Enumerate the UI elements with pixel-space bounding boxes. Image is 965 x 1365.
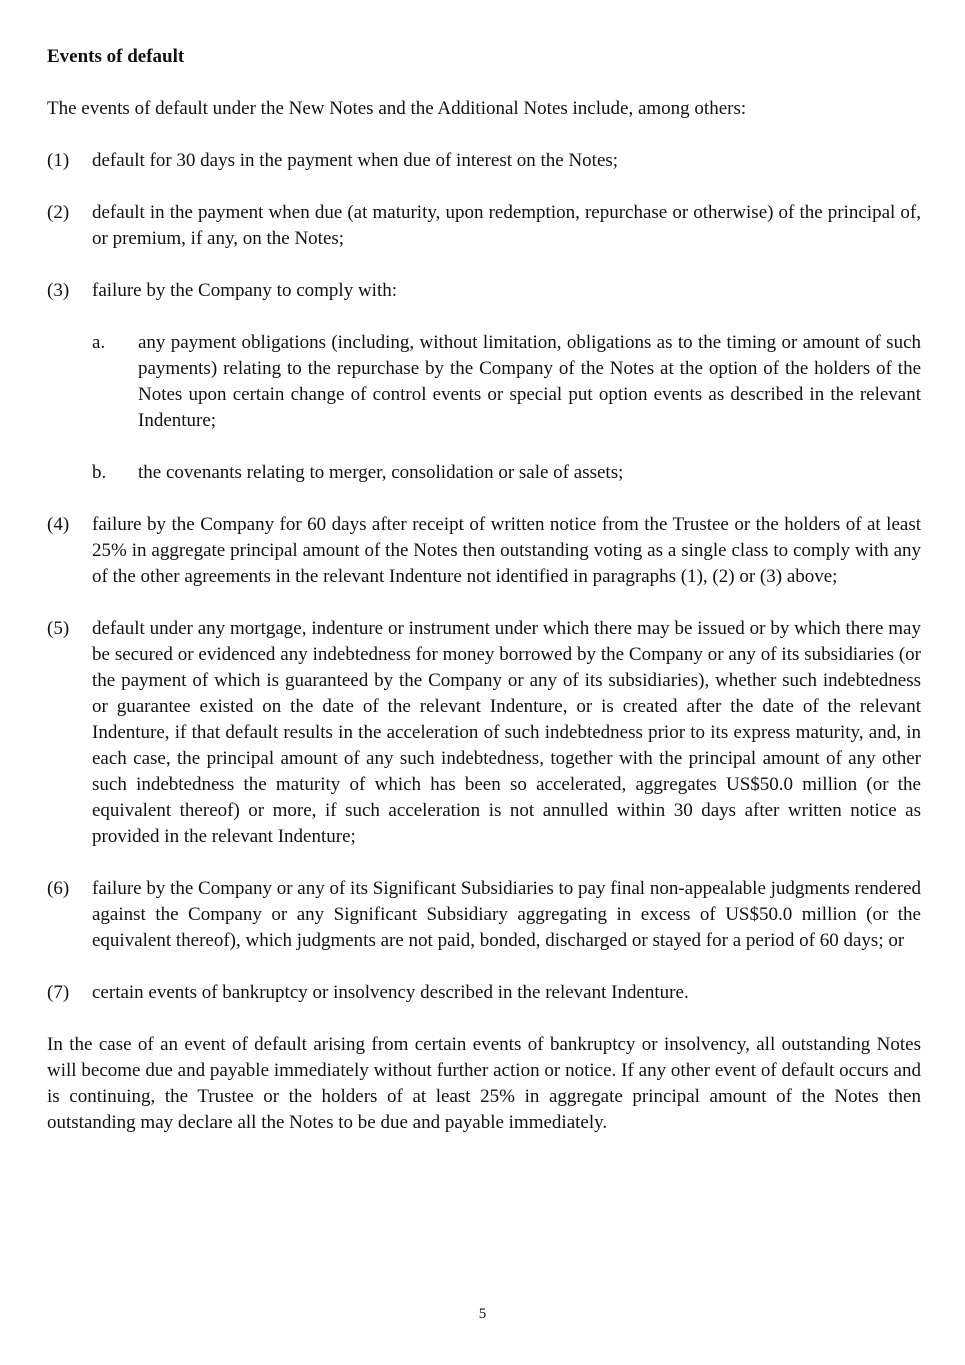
list-item-number: (3) xyxy=(47,280,70,301)
list-item-5 xyxy=(47,616,921,850)
list-item-number: (5) xyxy=(47,618,70,639)
sub-item-text: any payment obligations (including, without limitation, obligations as to the timing or amount of such payments) relating to the repurchase by the Company of the Notes at the option of the holders of the Notes upon certain change of control events or special put option events as described in the relevant Indenture; xyxy=(138,332,921,431)
list-item-number: (4) xyxy=(47,514,70,535)
section-heading: Events of default xyxy=(47,46,185,67)
closing-paragraph: In the case of an event of default arising from certain events of bankruptcy or insolvency, all outstanding Notes will become due and payable immediately without further action or notice. If any other event of default occurs and is continuing, the Trustee or the holders of at least 25% in aggregate principal amount of the Notes then outstanding may declare all the Notes to be due and payable immediately. xyxy=(47,1034,921,1133)
sub-item-b xyxy=(92,460,921,486)
page-number: 5 xyxy=(478,1306,487,1322)
document-page xyxy=(47,44,921,1136)
list-item-7 xyxy=(47,980,921,1006)
sub-item-a xyxy=(92,330,921,434)
list-item-4 xyxy=(47,512,921,590)
sub-item-letter: a. xyxy=(92,332,106,353)
list-item-number: (1) xyxy=(47,150,70,171)
list-item-1 xyxy=(47,148,921,174)
list-item-2 xyxy=(47,200,921,252)
intro-paragraph: The events of default under the New Notes and the Additional Notes include, among others: xyxy=(47,98,747,119)
sub-item-text: the covenants relating to merger, consolidation or sale of assets; xyxy=(138,462,624,483)
list-item-text: certain events of bankruptcy or insolvency described in the relevant Indenture. xyxy=(92,982,689,1003)
list-item-text: failure by the Company to comply with: xyxy=(92,280,398,301)
list-item-number: (2) xyxy=(47,202,70,223)
list-item-6 xyxy=(47,876,921,954)
list-item-text: failure by the Company or any of its Significant Subsidiaries to pay final non-appealable judgments rendered against the Company or any Significant Subsidiary aggregating in excess of US$50.0 million (or the equivalent thereof), which judgments are not paid, bonded, discharged or stayed for a period of 60 days; or xyxy=(92,878,921,951)
sub-item-letter: b. xyxy=(92,462,107,483)
list-item-number: (6) xyxy=(47,878,70,899)
list-item-number: (7) xyxy=(47,982,70,1003)
list-item-3 xyxy=(47,278,921,486)
list-item-text: default in the payment when due (at maturity, upon redemption, repurchase or otherwise) of the principal of, or premium, if any, on the Notes; xyxy=(92,202,921,249)
list-item-text: default under any mortgage, indenture or instrument under which there may be issued or by which there may be secured or evidenced any indebtedness for money borrowed by the Company or any of its subsidiaries (or the payment of which is guaranteed by the Company or any of its subsidiaries), whether such indebtedness or guarantee existed on the date of the relevant Indenture, or is created after the date of the relevant Indenture, if that default results in the acceleration of such indebtedness prior to its express maturity, and, in each case, the principal amount of any such indebtedness, together with the principal amount of any other such indebtedness the maturity of which has been so accelerated, aggregates US$50.0 million (or the equivalent thereof) or more, if such acceleration is not annulled within 30 days after written notice as provided in the relevant Indenture; xyxy=(92,618,921,847)
list-item-text: default for 30 days in the payment when due of interest on the Notes; xyxy=(92,150,619,171)
list-item-text: failure by the Company for 60 days after receipt of written notice from the Trustee or the holders of at least 25% in aggregate principal amount of the Notes then outstanding voting as a single class to comply with any of the other agreements in the relevant Indenture not identified in paragraphs (1), (2) or (3) above; xyxy=(92,514,921,587)
